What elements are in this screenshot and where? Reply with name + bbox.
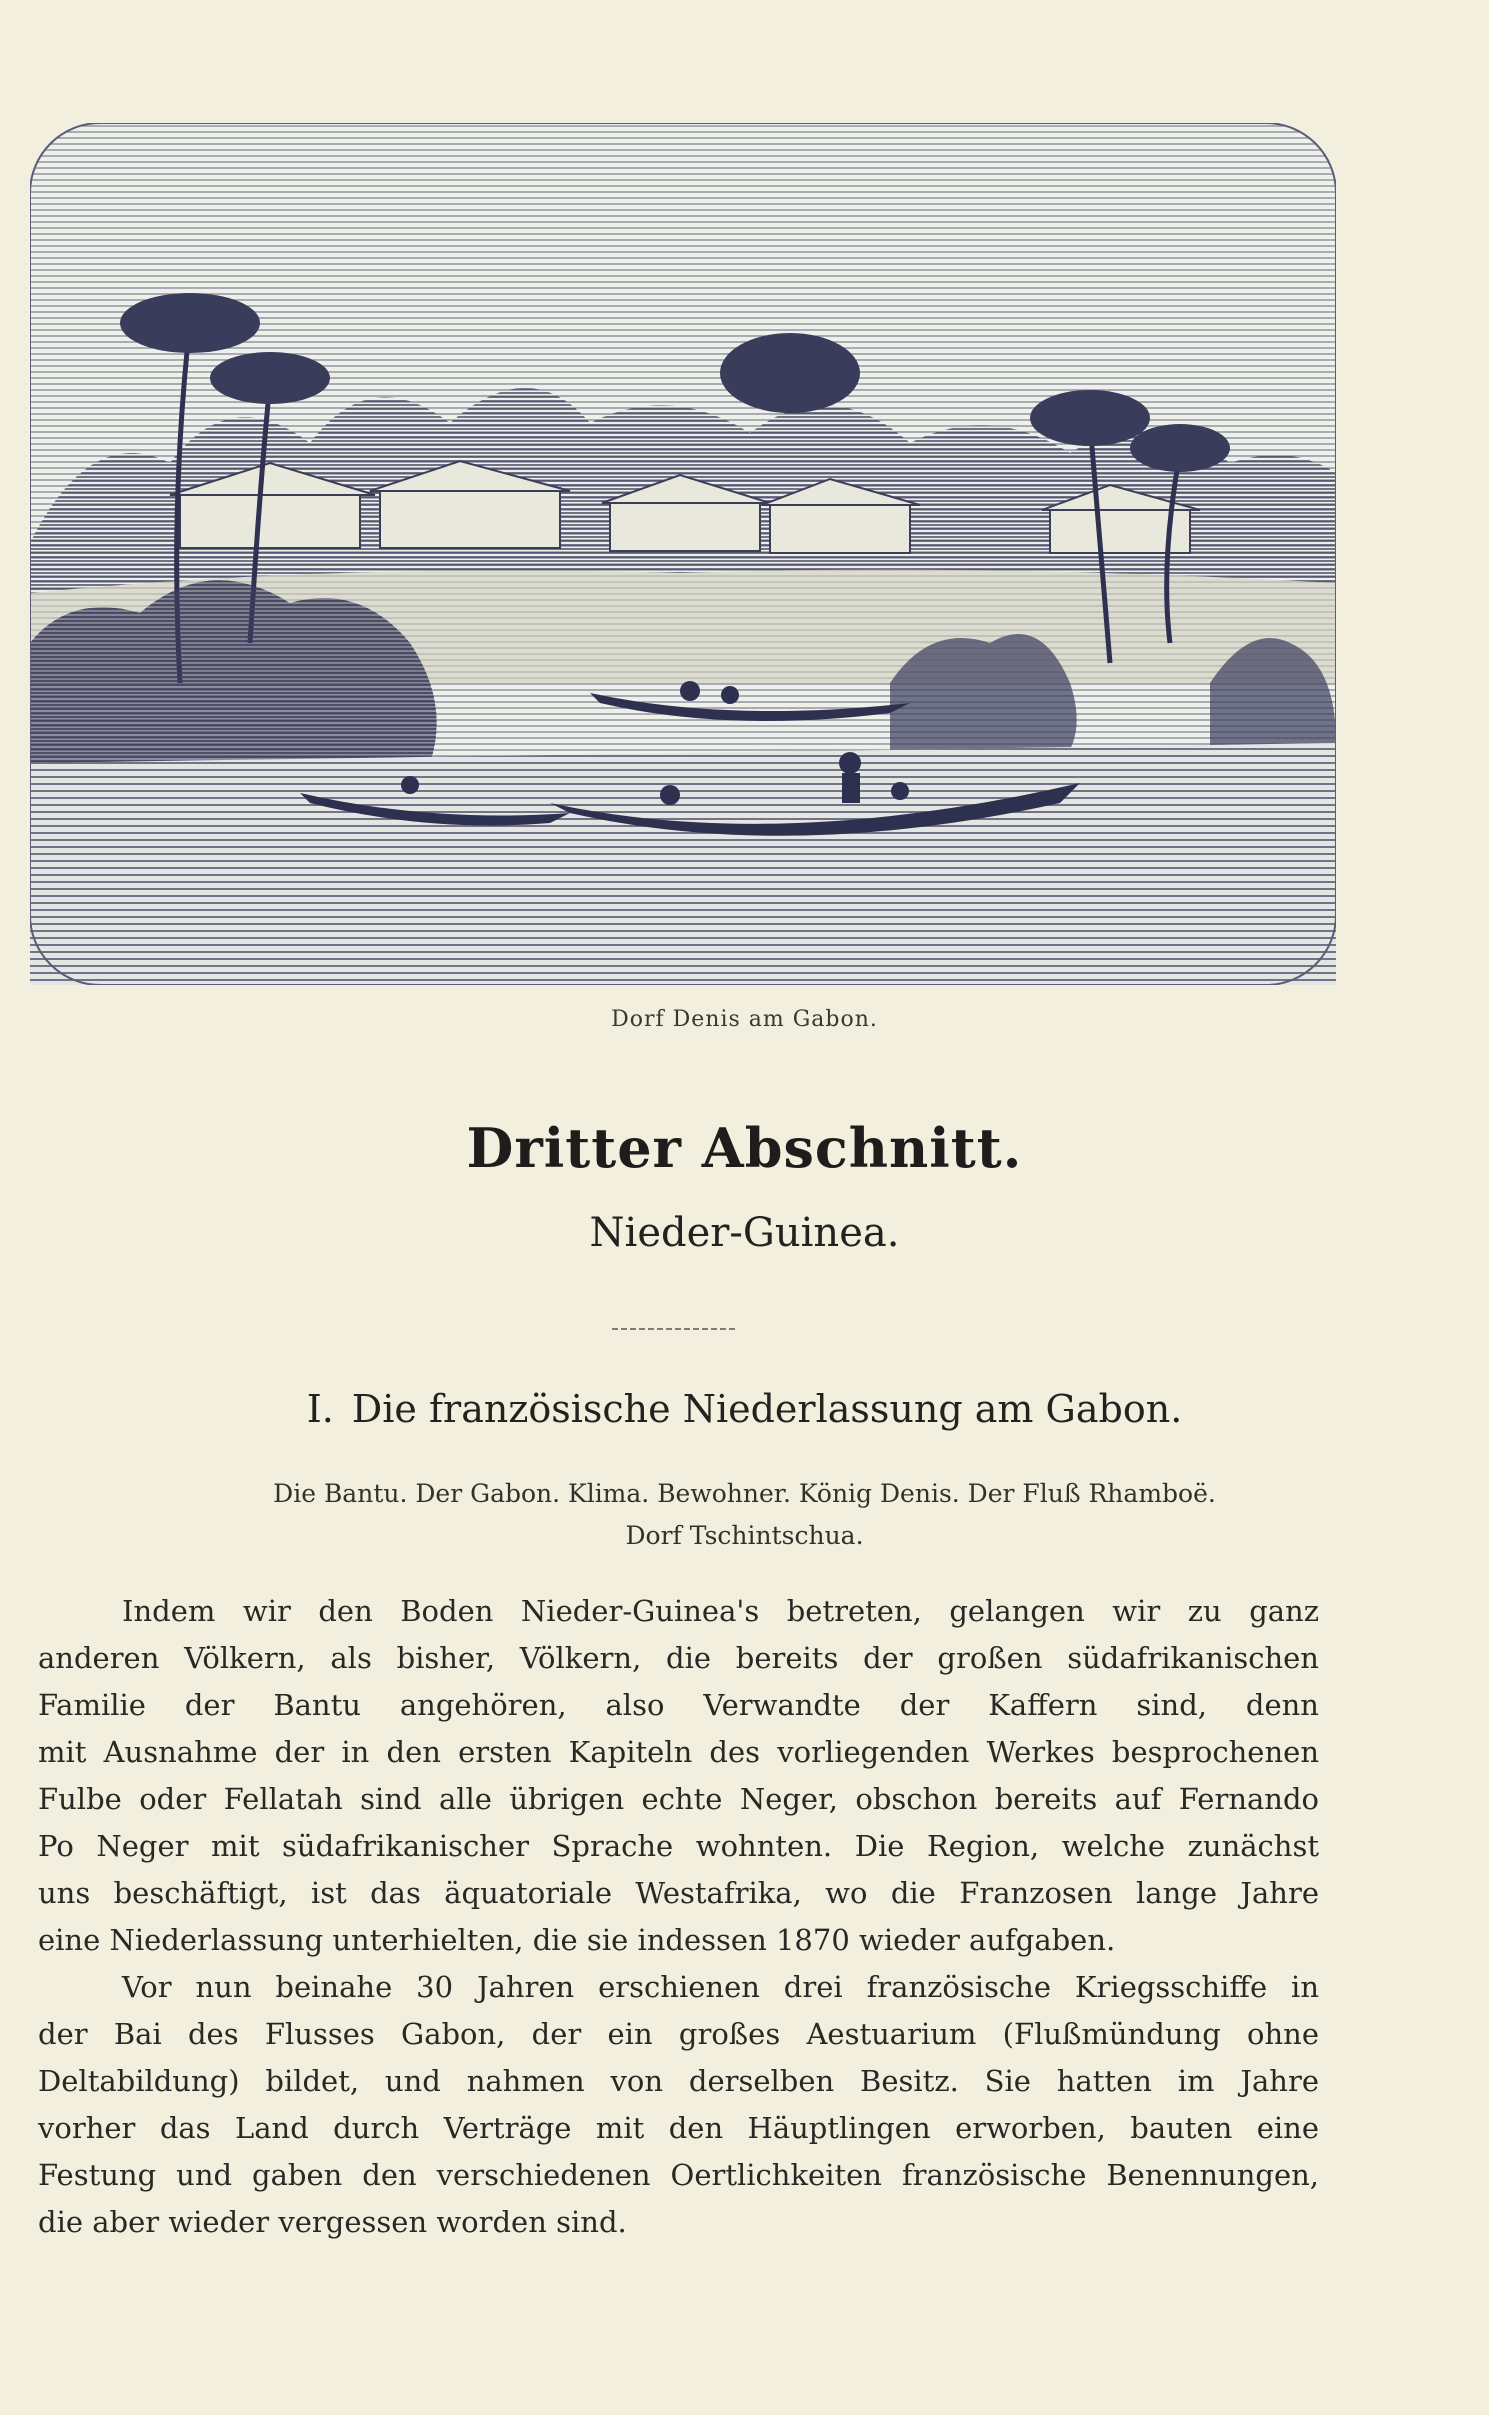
paragraph xyxy=(38,1964,1319,2246)
village-river-engraving xyxy=(30,123,1336,985)
text-line: anderen Völkern, als bisher, Völkern, die bereits der großen südafrikanischen xyxy=(38,1641,1319,1675)
chapter-number: I. xyxy=(306,1387,334,1431)
summary-line: Dorf Tschintschua. xyxy=(625,1521,864,1550)
text-line: eine Niederlassung unterhielten, die sie indessen 1870 wieder aufgaben. xyxy=(38,1923,1116,1957)
paragraph xyxy=(38,1588,1319,1964)
summary-line: Die Bantu. Der Gabon. Klima. Bewohner. König Denis. Der Fluß Rhamboë. xyxy=(273,1479,1216,1508)
text-line: Indem wir den Boden Nieder-Guinea's betreten, gelangen wir zu ganz xyxy=(122,1594,1319,1628)
text-line: Vor nun beinahe 30 Jahren erschienen drei französische Kriegsschiffe in xyxy=(122,1970,1319,2004)
ornamental-divider xyxy=(612,1327,738,1331)
text-line: Po Neger mit südafrikanischer Sprache wohnten. Die Region, welche zunächst xyxy=(38,1829,1319,1863)
section-title: Dritter Abschnitt. xyxy=(466,1116,1023,1180)
illustration-caption: Dorf Denis am Gabon. xyxy=(611,1007,878,1032)
text-line: mit Ausnahme der in den ersten Kapiteln des vorliegenden Werkes besprochenen xyxy=(38,1735,1319,1769)
text-line: Fulbe oder Fellatah sind alle übrigen echte Neger, obschon bereits auf Fernando xyxy=(38,1782,1319,1816)
text-line: Deltabildung) bildet, und nahmen von derselben Besitz. Sie hatten im Jahre xyxy=(38,2064,1319,2098)
chapter-summary xyxy=(70,1473,1419,1557)
text-line: vorher das Land durch Verträge mit den Häuptlingen erworben, bauten eine xyxy=(38,2111,1319,2145)
chapter-heading xyxy=(0,1387,1489,1431)
engraving-illustration xyxy=(30,123,1336,985)
body-text xyxy=(38,1588,1319,2246)
chapter-title: Die französische Niederlassung am Gabon. xyxy=(351,1387,1183,1431)
text-line: Familie der Bantu angehören, also Verwandte der Kaffern sind, denn xyxy=(38,1688,1319,1722)
text-line: die aber wieder vergessen worden sind. xyxy=(38,2205,627,2239)
text-line: Festung und gaben den verschiedenen Oertlichkeiten französische Benennungen, xyxy=(38,2158,1319,2192)
section-subtitle: Nieder-Guinea. xyxy=(589,1210,900,1256)
text-line: der Bai des Flusses Gabon, der ein großes Aestuarium (Flußmündung ohne xyxy=(38,2017,1319,2051)
text-line: uns beschäftigt, ist das äquatoriale Westafrika, wo die Franzosen lange Jahre xyxy=(38,1876,1319,1910)
